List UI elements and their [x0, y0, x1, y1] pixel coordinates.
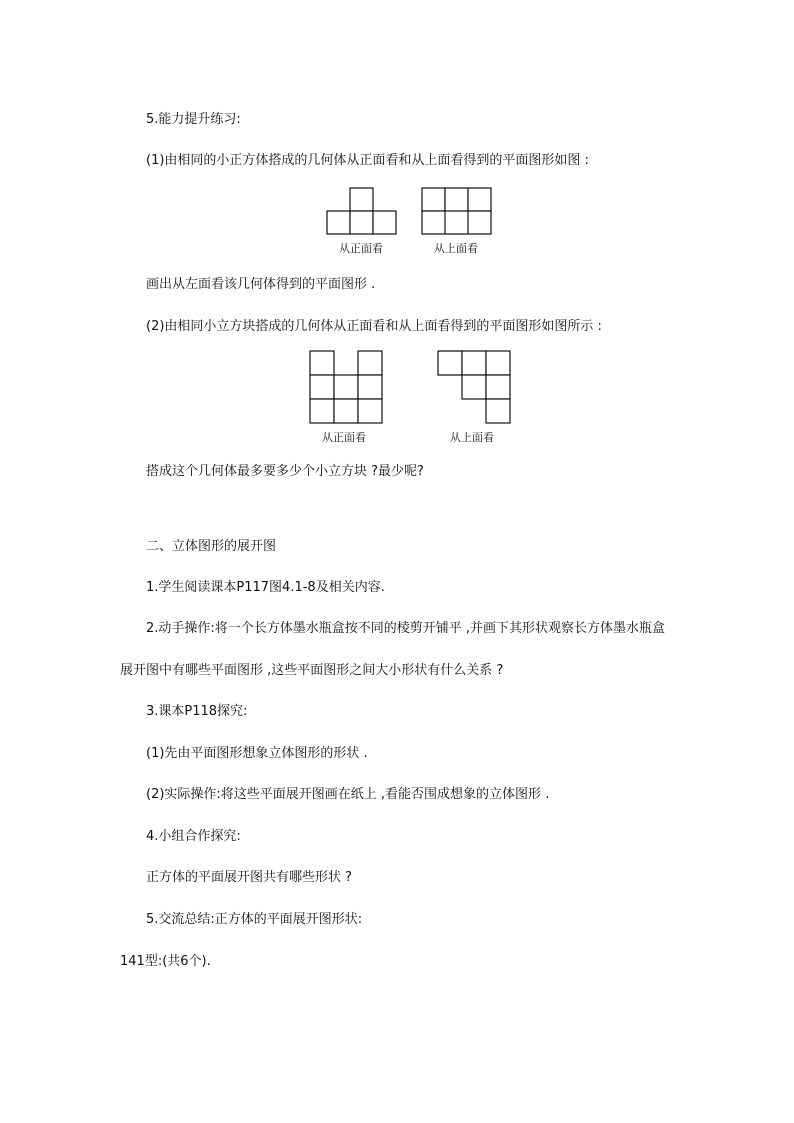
question-1-ask: 画出从左面看该几何体得到的平面图形 . [146, 277, 376, 292]
grid-cell [350, 188, 373, 211]
grid-cell [310, 375, 334, 399]
question-2: (2)由相同小立方块搭成的几何体从正面看和从上面看得到的平面图形如图所示 : [146, 319, 602, 334]
grid-cell [468, 188, 491, 211]
section-heading: 二、立体图形的展开图 [146, 539, 277, 554]
item-2-line-1: 2.动手操作:将一个长方体墨水瓶盒按不同的棱剪开铺平 ,并画下其形状观察长方体墨水瓶盒 [146, 621, 666, 636]
grid-cell [358, 351, 382, 375]
grid-edge [438, 351, 462, 375]
grid-cell [350, 211, 373, 234]
item-2-line-2: 展开图中有哪些平面图形 ,这些平面图形之间大小形状有什么关系 ? [120, 663, 504, 678]
grid-cell [486, 399, 510, 423]
grid-cell [334, 375, 358, 399]
grid-cell [422, 188, 445, 211]
grid-cell [468, 211, 491, 234]
figure1-front-caption: 从正面看 [339, 242, 383, 255]
grid-cell [462, 375, 486, 399]
item-3-a: (1)先由平面图形想象立体图形的形状 . [146, 746, 368, 761]
figure1-top-caption: 从上面看 [434, 242, 478, 255]
grid-cell [373, 211, 396, 234]
grid-cell [422, 211, 445, 234]
exercise-title: 5.能力提升练习: [146, 112, 241, 127]
figure2-top-caption: 从上面看 [450, 431, 494, 444]
item-3-b: (2)实际操作:将这些平面展开图画在纸上 ,看能否围成想象的立体图形 . [146, 787, 550, 802]
grid-cell [462, 351, 486, 375]
grid-cell [310, 351, 334, 375]
question-2-ask: 搭成这个几何体最多要多少个小立方块 ?最少呢? [146, 464, 424, 479]
figure1-top-view [421, 187, 493, 237]
grid-cell [334, 399, 358, 423]
figure2-top-view [437, 350, 511, 424]
grid-cell [486, 375, 510, 399]
grid-cell [310, 399, 334, 423]
figure2-front-caption: 从正面看 [322, 431, 366, 444]
item-1: 1.学生阅读课本P117图4.1-8及相关内容. [146, 580, 385, 595]
grid-cell [358, 375, 382, 399]
item-5: 5.交流总结:正方体的平面展开图形状: [146, 912, 363, 927]
item-4-question: 正方体的平面展开图共有哪些形状 ? [146, 870, 353, 885]
item-4: 4.小组合作探究: [146, 829, 241, 844]
question-1: (1)由相同的小正方体搭成的几何体从正面看和从上面看得到的平面图形如图 : [146, 153, 589, 168]
figure1-front-view [326, 187, 398, 237]
grid-cell [358, 399, 382, 423]
grid-edge [438, 351, 462, 375]
grid-cell [438, 351, 462, 375]
item-5-answer: 141型:(共6个). [120, 954, 211, 969]
figure2-front-view [309, 350, 383, 424]
grid-cell [486, 351, 510, 375]
grid-cell [327, 211, 350, 234]
grid-cell [445, 188, 468, 211]
item-3: 3.课本P118探究: [146, 704, 248, 719]
